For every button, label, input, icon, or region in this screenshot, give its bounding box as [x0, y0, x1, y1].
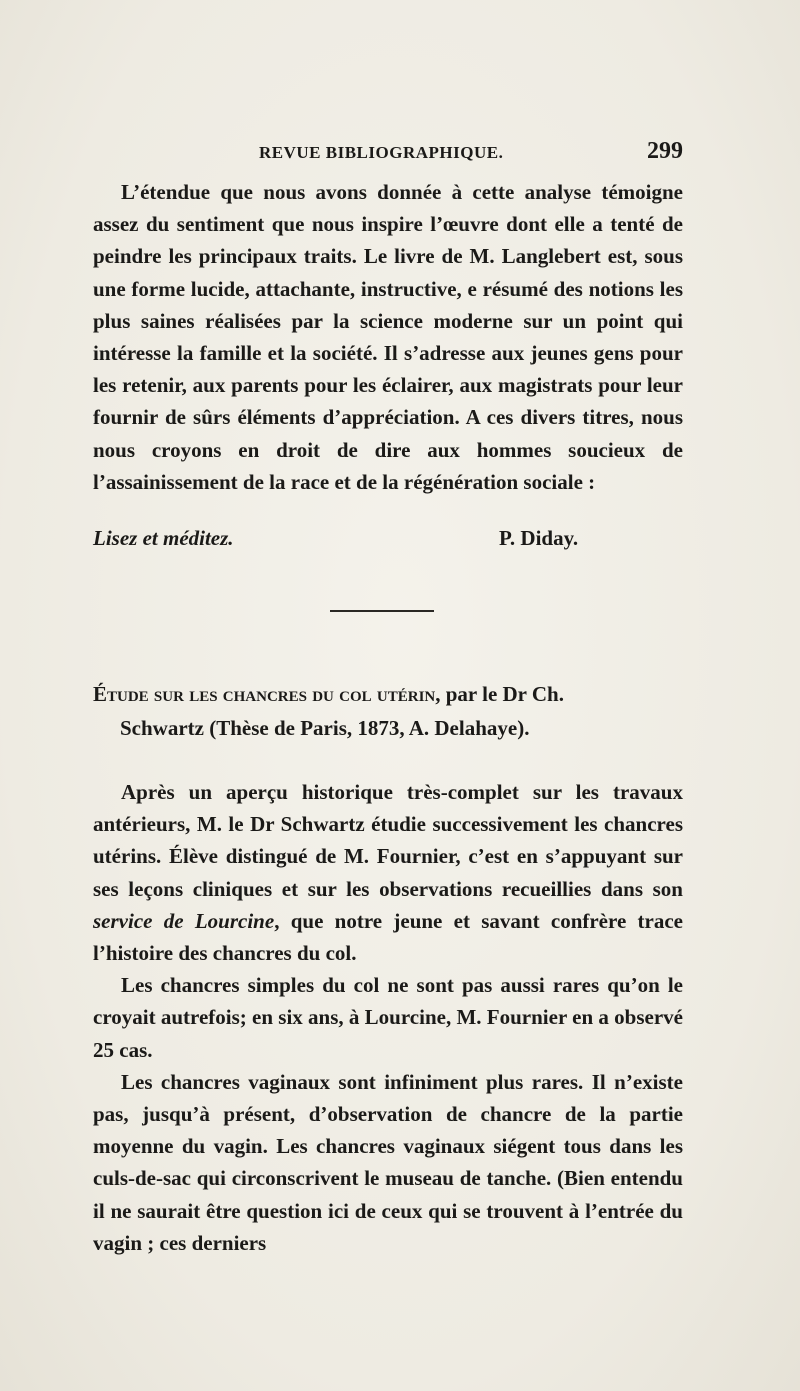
page-number: 299 — [647, 138, 683, 164]
paragraph-text: Après un aperçu historique très-complet sur les travaux antérieurs, M. le Dr Schwartz étudie successivement les chancres utérins. Élève distingué de M. Fournier, c’est en s’appuyant sur ses leçons cliniques et sur les observations recueillies dans son — [93, 780, 683, 901]
author-signature: P. Diday. — [499, 526, 579, 550]
signature-line — [93, 526, 683, 558]
review-body — [93, 776, 683, 1259]
section-divider — [330, 610, 434, 612]
review-title-smallcaps: Étude sur les chancres du col utérin, — [93, 682, 441, 706]
paragraph: L’étendue que nous avons donnée à cette analyse témoigne assez du sentiment que nous inspire l’œuvre dont elle a tenté de peindre les principaux traits. Le livre de M. Langlebert est, sous une forme lucide, attachante, instructive, e résumé des notions les plus saines réalisées par la science moderne sur un point qui intéresse la famille et la société. Il s’adresse aux jeunes gens pour les retenir, aux parents pour les éclairer, aux magistrats pour leur fournir de sûrs éléments d’appréciation. A ces divers titres, nous nous croyons en droit de dire aux hommes soucieux de l’assainissement de la race et de la régénération sociale : — [93, 180, 683, 494]
closing-exhortation: Lisez et méditez. — [93, 526, 234, 550]
paragraph — [93, 776, 683, 969]
paragraph-text: , que notre jeune et savant confrère trace l’histoire des chancres du col. — [93, 908, 684, 966]
paragraph: Les chancres simples du col ne sont pas aussi rares qu’on le croyait autrefois; en six ans, à Lourcine, M. Fournier en a observé 25 cas. — [93, 973, 683, 1062]
paragraph: Les chancres vaginaux sont infiniment plus rares. Il n’existe pas, jusqu’à présent, d’observation de chancre de la partie moyenne du vagin. Les chancres vaginaux siégent tous dans les culs-de-sac qui circonscrivent le museau de tanche. (Bien entendu il ne saurait être question ici de ceux qui se trouvent à l’entrée du vagin ; ces derniers — [93, 1069, 683, 1255]
italic-phrase: service de Lourcine — [93, 908, 275, 933]
review-title-citation: Schwartz (Thèse de Paris, 1873, A. Delahaye). — [120, 716, 530, 740]
page-header — [93, 140, 683, 170]
review-title-author: par le Dr Ch. — [445, 682, 564, 706]
review-title — [93, 677, 683, 745]
running-head: REVUE BIBLIOGRAPHIQUE. — [259, 143, 504, 162]
review-paragraph-conclusion — [93, 176, 683, 498]
